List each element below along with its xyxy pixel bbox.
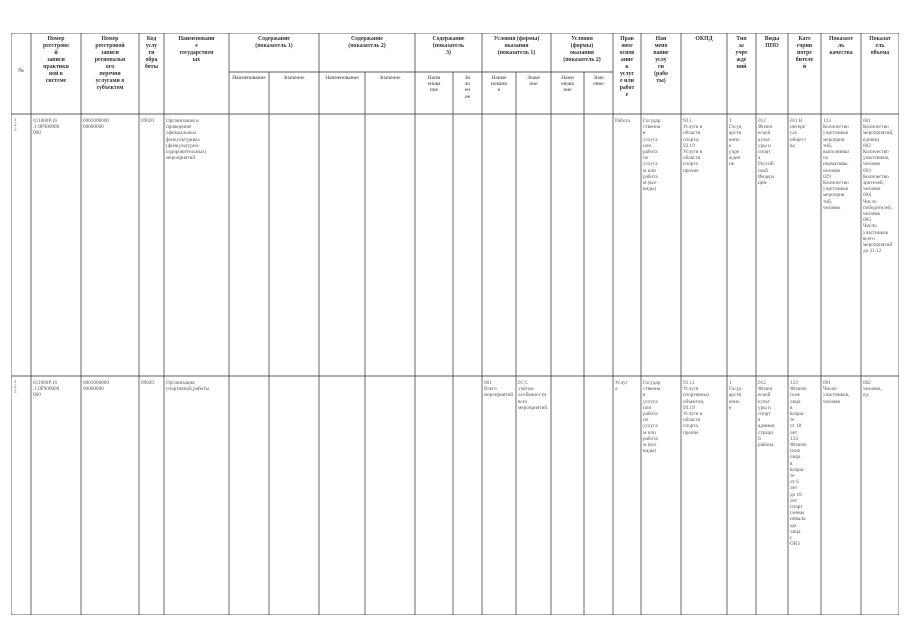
header-c14: Виды ППО bbox=[764, 36, 780, 49]
subheader-c5-value: Значение bbox=[283, 75, 305, 81]
row-1-cell-c10: Работа bbox=[615, 118, 630, 124]
subheader-c8-value: Значе ние bbox=[527, 75, 540, 88]
header-c8: Условия (формы) оказания (показатель 1) bbox=[493, 36, 540, 56]
row-2-cell-c16: 001 Число участников, человек bbox=[823, 380, 850, 405]
row-2-cell-c1: 011000Р.16 .1.0Р900000 000 bbox=[33, 380, 60, 399]
row-2-number: 1 2 3 bbox=[14, 380, 17, 396]
header-c6: Содержание (показатель 2) bbox=[348, 36, 386, 49]
header-c9: Условия (формы) оказания (показатель 2) bbox=[563, 36, 601, 63]
subheader-c5-name: Наименование bbox=[232, 75, 266, 81]
row-1-cell-c14: 012 Физич еской культ уры и спорт а Россий ской Федера ции bbox=[758, 118, 775, 187]
subheader-c9-value: Знач ение bbox=[593, 75, 604, 88]
row-1-cell-c13: 1 Госуд арств енно e учре жден ие bbox=[729, 118, 742, 168]
row-1-cell-c1: 011000Р.16 .1.0Р900000 000 bbox=[33, 118, 60, 137]
row-2-cell-c14: 012 Физич еской культ уры и спорт а админи страци й района bbox=[758, 380, 775, 449]
row-1-cell-c16: 123 Количество участников мероприя тий, выполнивш их нормативы, человек 029 Количество участников мероприя тий, человек bbox=[823, 118, 849, 211]
row-1-cell-c12: 93.1 Услуги в области спорта; 93.19 Услуги в области спорта прочие bbox=[683, 118, 703, 174]
subheader-c7-value: Зн ач ен ие bbox=[464, 75, 471, 100]
row-2-cell-c4: Организация спортивной работы bbox=[166, 380, 209, 393]
header-c7: Содержание (показатель 3) bbox=[432, 36, 465, 56]
header-no: № bbox=[18, 68, 24, 74]
row-2-cell-c15: 123 Физиче ские лица в возрас те от 18 лет 124 Физиче ские лица в возрас те от 6 лет до 18 лет спорт смены инвали ды лица с ОВЗ bbox=[790, 380, 807, 548]
header-c12: ОКПД bbox=[695, 36, 713, 42]
subheader-c9-name: Наим енова ние bbox=[561, 75, 574, 94]
subheader-c6-name: Наименование bbox=[325, 75, 359, 81]
row-1-cell-c11: Государ ственна я услуга или работа по услуга м или работа м (все виды) bbox=[643, 118, 661, 193]
header-c15: Кате гории потре бителе й bbox=[795, 36, 814, 70]
header-c10: Прав овое основ ание к услуг е или работ e bbox=[619, 36, 635, 98]
row-1-number: 1 2 3 bbox=[14, 118, 17, 134]
row-2-cell-c11: Государ ственна я услуга или работа по услуга м или работа м (все виды) bbox=[643, 380, 661, 455]
row-1-cell-c3: 09020 bbox=[141, 118, 154, 124]
row-1-cell-c2: 0001000000 00000000 bbox=[83, 118, 109, 131]
row-2-cell-c3: 09020 bbox=[141, 380, 154, 386]
subheader-c8-name: Наиме новани е bbox=[490, 75, 508, 94]
row-2-cell-c8: 001 Всего мероприятий bbox=[484, 380, 514, 399]
header-c5: Содержание (показатель 1) bbox=[255, 36, 293, 49]
row-1-cell-c17: 001 Количество мероприятий, единиц 002 Количество участников, человек 003 Количество зрителей, человек 004 Число победителей, человек 005 Число участников всего мероприятий до 31.12 bbox=[863, 118, 894, 255]
row-1-cell-c4: Организация и проведение официальных физкультурных (физкультурно- оздоровительных) мероприятий bbox=[166, 118, 207, 162]
header-c13: Тип ы учре жде ний bbox=[735, 36, 748, 70]
header-c11: Наи мено вание услу ги (рабо ты) bbox=[653, 36, 669, 84]
row-1-cell-c15: 011 В интере сах общест ва bbox=[790, 118, 807, 149]
header-c3: Код услу ги обра боты bbox=[144, 36, 159, 70]
row-2-cell-c13: 1 Госуд арств енно e bbox=[729, 380, 742, 411]
row-2-cell-c9: 01 С учётом особенности всех мероприятий bbox=[518, 380, 548, 411]
header-c17: Показат ель объема bbox=[869, 36, 891, 56]
subheader-c7-name: Наим енова ние bbox=[427, 75, 441, 94]
header-c1: Номер реестрово й записи практики вой в системе bbox=[43, 36, 69, 84]
row-2-cell-c17: 002 человек, ед. bbox=[863, 380, 882, 399]
row-2-cell-c2: 0001000000 00000000 bbox=[83, 380, 109, 393]
row-2-cell-c12: 93.11 Услуги спортивных объектов; 93.19 Услуги в области спорта прочие bbox=[683, 380, 710, 436]
row-2-cell-c10: Услуг а bbox=[615, 380, 628, 393]
header-c2: Номер реестровой записи региональн ого перечня услугами в субъектом bbox=[94, 36, 126, 91]
header-c16: Показате ль качества bbox=[828, 36, 854, 56]
subheader-c6-value: Значение bbox=[379, 75, 401, 81]
header-c4: Наименовани е государствен ых bbox=[178, 36, 215, 63]
registry-table bbox=[11, 33, 899, 615]
